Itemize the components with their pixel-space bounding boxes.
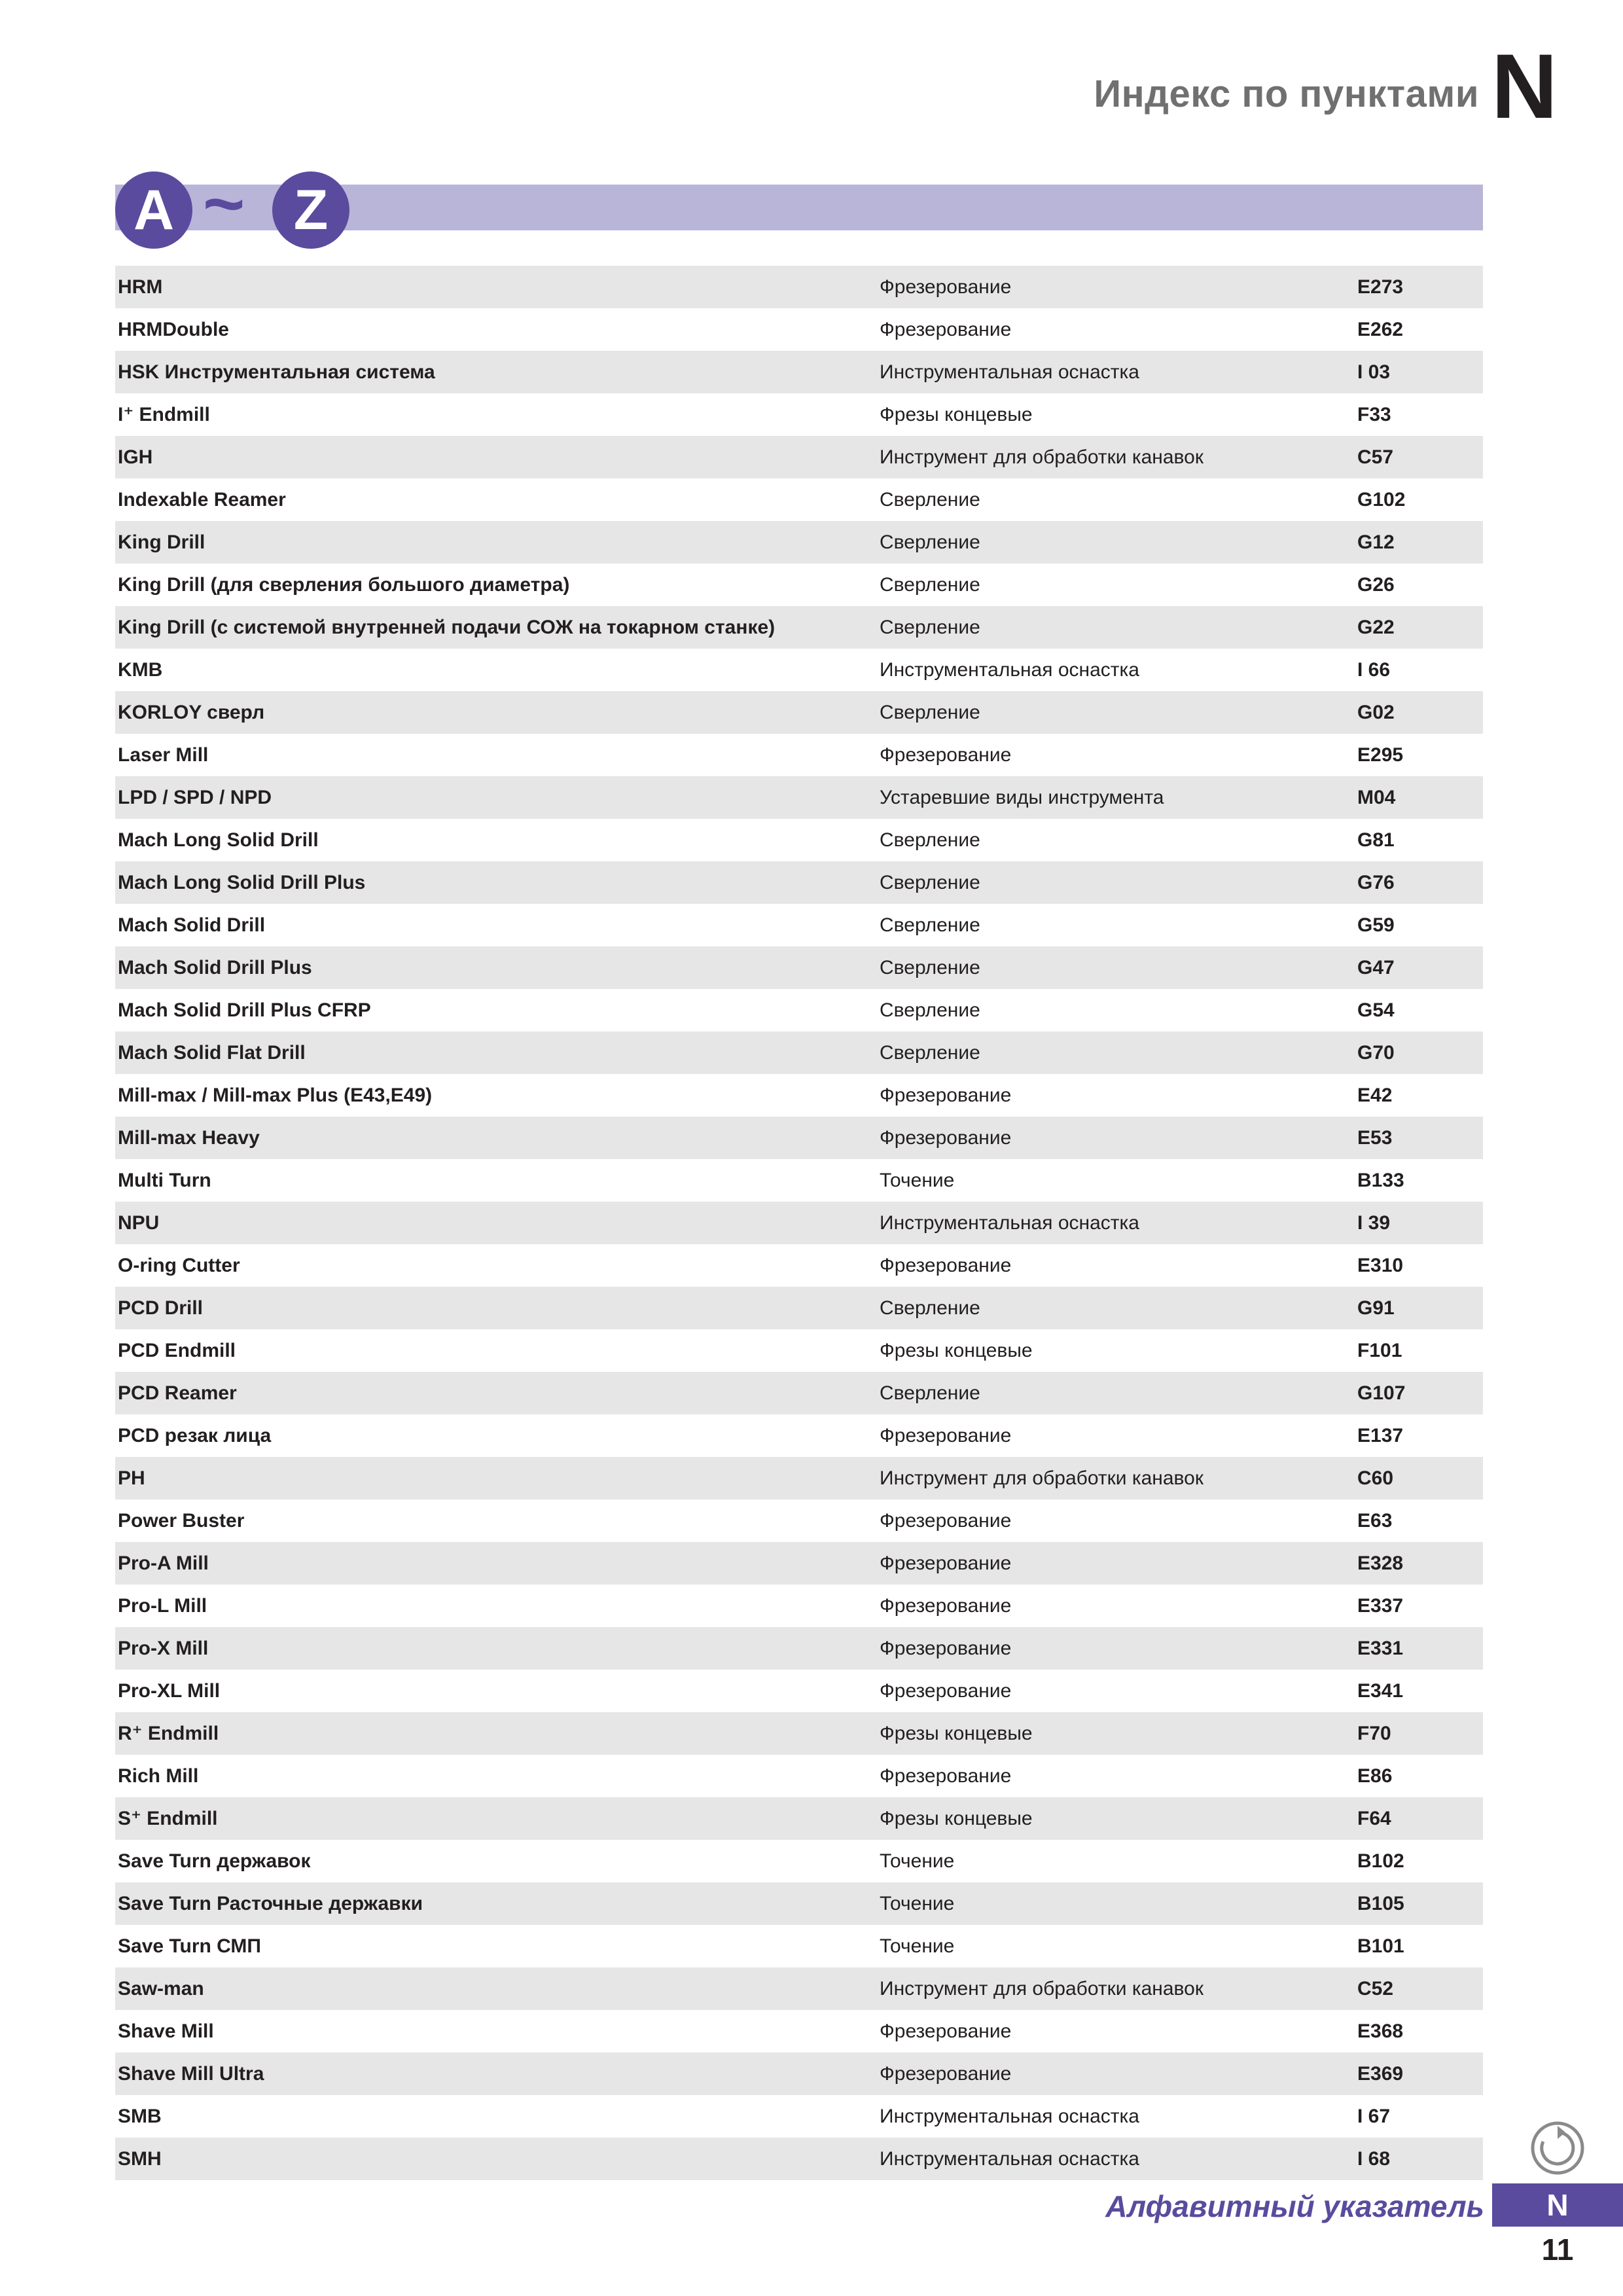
page-reference: G107	[1357, 1382, 1406, 1404]
table-row	[115, 861, 1483, 904]
product-name: PCD Endmill	[118, 1339, 236, 1361]
product-category: Фрезерование	[880, 1637, 1012, 1659]
table-row	[115, 734, 1483, 776]
page-reference: G81	[1357, 829, 1395, 851]
section-letter: N	[1491, 35, 1558, 137]
product-category: Фрезерование	[880, 276, 1012, 298]
page-reference: B101	[1357, 1935, 1404, 1957]
table-row	[115, 1585, 1483, 1627]
product-name: Rich Mill	[118, 1765, 199, 1787]
page-reference: C60	[1357, 1467, 1394, 1489]
product-name: Save Turn державок	[118, 1850, 311, 1872]
product-category: Фрезерование	[880, 2062, 1012, 2085]
product-category: Инструментальная оснастка	[880, 1211, 1139, 1234]
page-reference: G59	[1357, 914, 1395, 936]
page-reference: M04	[1357, 786, 1396, 808]
table-row	[115, 1372, 1483, 1414]
page-reference: E262	[1357, 318, 1404, 340]
product-name: O-ring Cutter	[118, 1254, 240, 1276]
table-row	[115, 606, 1483, 649]
page-reference: E337	[1357, 1594, 1404, 1617]
product-name: Mill-max Heavy	[118, 1126, 260, 1149]
table-row	[115, 1031, 1483, 1074]
page-reference: G47	[1357, 956, 1395, 978]
product-name: Pro-X Mill	[118, 1637, 209, 1659]
page-reference: E273	[1357, 276, 1404, 298]
product-name: Mach Solid Drill Plus	[118, 956, 312, 978]
product-category: Точение	[880, 1892, 955, 1914]
product-name: Mach Solid Drill	[118, 914, 266, 936]
product-category: Фрезерование	[880, 1679, 1012, 1702]
product-name: PH	[118, 1467, 145, 1489]
table-row	[115, 393, 1483, 436]
table-row	[115, 904, 1483, 946]
product-category: Фрезерование	[880, 1509, 1012, 1532]
refresh-icon	[1525, 2113, 1590, 2178]
product-category: Точение	[880, 1850, 955, 1872]
product-name: Mach Solid Flat Drill	[118, 1041, 306, 1064]
product-category: Сверление	[880, 531, 980, 553]
table-row	[115, 1287, 1483, 1329]
product-name: Pro-XL Mill	[118, 1679, 221, 1702]
product-name: HRM	[118, 276, 163, 298]
table-row	[115, 1967, 1483, 2010]
table-row	[115, 989, 1483, 1031]
page-reference: F101	[1357, 1339, 1402, 1361]
product-category: Сверление	[880, 956, 980, 978]
page-reference: G26	[1357, 573, 1395, 596]
table-row	[115, 819, 1483, 861]
product-name: King Drill (с системой внутренней подачи СОЖ на токарном станке)	[118, 616, 776, 638]
product-category: Сверление	[880, 616, 980, 638]
footer-section-tab: N	[1492, 2183, 1623, 2227]
product-category: Устаревшие виды инструмента	[880, 786, 1164, 808]
product-category: Инструмент для обработки канавок	[880, 1467, 1204, 1489]
page-reference: F70	[1357, 1722, 1391, 1744]
product-category: Фрезерование	[880, 1552, 1012, 1574]
table-row	[115, 351, 1483, 393]
table-row	[115, 1202, 1483, 1244]
product-category: Фрезы концевые	[880, 1807, 1033, 1829]
page-reference: G54	[1357, 999, 1395, 1021]
table-row	[115, 2138, 1483, 2180]
table-row	[115, 1840, 1483, 1882]
product-category: Инструментальная оснастка	[880, 361, 1139, 383]
product-category: Сверление	[880, 701, 980, 723]
table-row	[115, 1329, 1483, 1372]
product-category: Инструмент для обработки канавок	[880, 1977, 1204, 2000]
page-reference: G91	[1357, 1297, 1395, 1319]
az-from-badge: A	[115, 171, 192, 249]
product-category: Фрезы концевые	[880, 1339, 1033, 1361]
table-row	[115, 1159, 1483, 1202]
az-to-badge: Z	[272, 171, 349, 249]
table-row	[115, 1244, 1483, 1287]
page-reference: B133	[1357, 1169, 1404, 1191]
page-reference: G76	[1357, 871, 1395, 893]
page-reference: E328	[1357, 1552, 1404, 1574]
table-row	[115, 2095, 1483, 2138]
product-name: Laser Mill	[118, 744, 209, 766]
table-row	[115, 776, 1483, 819]
table-row	[115, 691, 1483, 734]
page-reference: E369	[1357, 2062, 1404, 2085]
product-category: Сверление	[880, 1382, 980, 1404]
product-name: Mach Long Solid Drill	[118, 829, 319, 851]
page-reference: E341	[1357, 1679, 1404, 1702]
product-category: Фрезерование	[880, 1126, 1012, 1149]
product-name: Shave Mill	[118, 2020, 214, 2042]
page-reference: G102	[1357, 488, 1406, 511]
product-category: Фрезерование	[880, 1254, 1012, 1276]
table-row	[115, 1074, 1483, 1117]
table-row	[115, 266, 1483, 308]
product-category: Сверление	[880, 573, 980, 596]
page-reference: E63	[1357, 1509, 1393, 1532]
product-name: Saw-man	[118, 1977, 204, 2000]
product-category: Фрезы концевые	[880, 403, 1033, 425]
table-row	[115, 1882, 1483, 1925]
table-row	[115, 1925, 1483, 1967]
page-reference: E42	[1357, 1084, 1393, 1106]
product-name: HRMDouble	[118, 318, 229, 340]
table-row	[115, 521, 1483, 564]
product-category: Инструментальная оснастка	[880, 658, 1139, 681]
page-reference: I 39	[1357, 1211, 1391, 1234]
product-category: Сверление	[880, 999, 980, 1021]
product-name: R⁺ Endmill	[118, 1723, 219, 1744]
product-name: Multi Turn	[118, 1169, 211, 1191]
product-category: Инструмент для обработки канавок	[880, 446, 1204, 468]
product-name: KMB	[118, 658, 163, 681]
product-category: Сверление	[880, 829, 980, 851]
product-category: Сверление	[880, 1297, 980, 1319]
page-reference: F33	[1357, 403, 1391, 425]
product-name: Save Turn СМП	[118, 1935, 261, 1957]
product-name: Indexable Reamer	[118, 488, 286, 511]
page-reference: F64	[1357, 1807, 1391, 1829]
page-reference: G22	[1357, 616, 1395, 638]
table-row	[115, 1414, 1483, 1457]
page-reference: G02	[1357, 701, 1395, 723]
az-separator: ~	[203, 164, 245, 244]
table-row	[115, 1117, 1483, 1159]
product-category: Сверление	[880, 914, 980, 936]
page-reference: E310	[1357, 1254, 1404, 1276]
product-name: King Drill (для сверления большого диаметра)	[118, 573, 570, 596]
product-category: Точение	[880, 1169, 955, 1191]
table-row	[115, 2053, 1483, 2095]
product-name: SMB	[118, 2105, 162, 2127]
product-name: S⁺ Endmill	[118, 1808, 218, 1829]
product-name: IGH	[118, 446, 153, 468]
table-row	[115, 1499, 1483, 1542]
table-row	[115, 1797, 1483, 1840]
product-name: Shave Mill Ultra	[118, 2062, 264, 2085]
page-reference: E137	[1357, 1424, 1404, 1446]
page-reference: C57	[1357, 446, 1394, 468]
product-name: Pro-A Mill	[118, 1552, 209, 1574]
table-row	[115, 1670, 1483, 1712]
product-name: Save Turn Расточные державки	[118, 1892, 423, 1914]
page-header-title: Индекс по пунктами	[1094, 73, 1479, 115]
page-reference: G70	[1357, 1041, 1395, 1064]
product-name: Mach Long Solid Drill Plus	[118, 871, 366, 893]
table-row	[115, 2010, 1483, 2053]
page-reference: B102	[1357, 1850, 1404, 1872]
page-reference: I 66	[1357, 658, 1391, 681]
page-reference: E53	[1357, 1126, 1393, 1149]
product-name: KORLOY сверл	[118, 701, 265, 723]
table-row	[115, 1712, 1483, 1755]
product-category: Сверление	[880, 871, 980, 893]
product-category: Фрезерование	[880, 2020, 1012, 2042]
footer-section-title: Алфавитный указатель	[1105, 2189, 1484, 2223]
page-reference: E368	[1357, 2020, 1404, 2042]
product-category: Фрезерование	[880, 744, 1012, 766]
page-reference: I 03	[1357, 361, 1391, 383]
product-name: PCD резак лица	[118, 1424, 272, 1446]
product-category: Фрезы концевые	[880, 1722, 1033, 1744]
product-name: NPU	[118, 1211, 160, 1234]
product-category: Фрезерование	[880, 318, 1012, 340]
product-category: Сверление	[880, 1041, 980, 1064]
table-row	[115, 478, 1483, 521]
page-reference: E331	[1357, 1637, 1404, 1659]
page-reference: G12	[1357, 531, 1395, 553]
product-name: LPD / SPD / NPD	[118, 786, 272, 808]
table-row	[115, 649, 1483, 691]
table-row	[115, 1542, 1483, 1585]
table-row	[115, 1627, 1483, 1670]
table-row	[115, 436, 1483, 478]
product-category: Фрезерование	[880, 1765, 1012, 1787]
index-table	[115, 266, 1483, 2180]
page-reference: E86	[1357, 1765, 1393, 1787]
product-category: Фрезерование	[880, 1084, 1012, 1106]
product-category: Фрезерование	[880, 1424, 1012, 1446]
product-category: Инструментальная оснастка	[880, 2147, 1139, 2170]
table-row	[115, 946, 1483, 989]
product-category: Фрезерование	[880, 1594, 1012, 1617]
table-row	[115, 1755, 1483, 1797]
product-category: Точение	[880, 1935, 955, 1957]
product-name: PCD Reamer	[118, 1382, 237, 1404]
product-name: HSK Инструментальная система	[118, 361, 435, 383]
product-name: Power Buster	[118, 1509, 245, 1532]
product-name: Pro-L Mill	[118, 1594, 207, 1617]
table-row	[115, 1457, 1483, 1499]
product-name: I⁺ Endmill	[118, 404, 210, 425]
table-row	[115, 564, 1483, 606]
product-name: Mill-max / Mill-max Plus (E43,E49)	[118, 1084, 433, 1106]
product-category: Инструментальная оснастка	[880, 2105, 1139, 2127]
product-category: Сверление	[880, 488, 980, 511]
product-name: King Drill	[118, 531, 205, 553]
page-reference: B105	[1357, 1892, 1404, 1914]
page-reference: C52	[1357, 1977, 1394, 2000]
page-reference: E295	[1357, 744, 1404, 766]
product-name: SMH	[118, 2147, 162, 2170]
product-name: Mach Solid Drill Plus CFRP	[118, 999, 371, 1021]
page-reference: I 68	[1357, 2147, 1391, 2170]
page-reference: I 67	[1357, 2105, 1391, 2127]
table-row	[115, 308, 1483, 351]
page-number: 11	[1541, 2233, 1574, 2267]
product-name: PCD Drill	[118, 1297, 204, 1319]
